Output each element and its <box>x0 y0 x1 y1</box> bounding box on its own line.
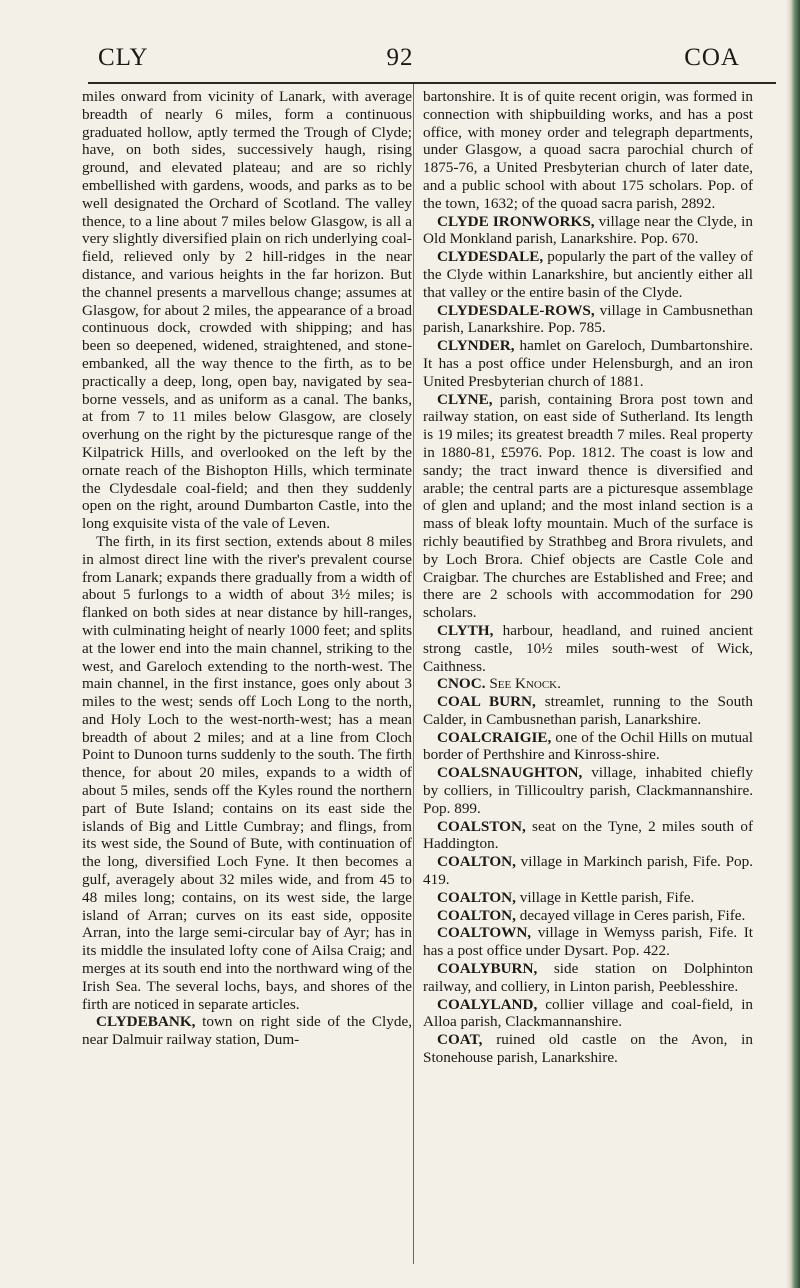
entry-headword: COALTOWN, <box>437 924 532 942</box>
entry-text: collier village and coal-field, in Alloa parish, Clackmannanshire. <box>423 995 754 1031</box>
entry-headword: COALTON, <box>437 853 516 871</box>
gazetteer-entry <box>423 337 753 390</box>
gazetteer-entry <box>423 248 753 301</box>
entry-text: hamlet on Gareloch, Dumbartonshire. It has a post office under Helensburgh, and an iron United Presbyterian church of 1881. <box>423 337 754 390</box>
entry-headword: COALYLAND, <box>437 995 538 1013</box>
entry-headword: CLYNE, <box>437 390 493 408</box>
entry-headword: CLYTH, <box>437 621 494 639</box>
entry-headword: COALSNAUGHTON, <box>437 764 583 782</box>
entry-text: town on right side of the Clyde, near Dalmuir railway station, Dum- <box>82 1013 412 1049</box>
entry-text: parish, containing Brora post town and railway station, on east side of Sutherland. Its length is 19 miles; its greatest breadth 7 miles. Real property in 1880-81, £5976. Pop. 1812. The coast is low and sandy; the tract inward thence is diversified and arable; the central parts are a picturesque assemblage of glen and upland; and the most inland section is a mass of bleak lofty mountain. Much of the surface is richly beautified by Strathbeg and Brora rivulets, and by Loch Brora. Chief objects are Castle Cole and Craigbar. The churches are Established and Free; and there are 2 schools with accommodation for 290 scholars. <box>423 390 753 622</box>
gazetteer-entry <box>423 818 753 854</box>
entry-text: village in Kettle parish, Fife. <box>519 888 695 906</box>
entry-text: village in Cambusnethan parish, Lanarkshire. Pop. 785. <box>423 301 753 337</box>
entry-headword: CLYNDER, <box>437 337 515 355</box>
gazetteer-entry <box>423 675 753 693</box>
entry-text: ruined old castle on the Avon, in Stonehouse parish, Lanarkshire. <box>423 1031 753 1067</box>
entry-text: side station on Dolphinton railway, and colliery, in Linton parish, Peeblesshire. <box>423 960 753 995</box>
gazetteer-entry <box>423 924 753 960</box>
gazetteer-entry <box>423 1031 753 1067</box>
header-rule <box>88 82 776 84</box>
entry-headword: CNOC. <box>437 675 486 693</box>
entry-text: village in Markinch parish, Fife. Pop. 419. <box>423 853 753 889</box>
entry-text: village in Wemyss parish, Fife. It has a post office under Dysart. Pop. 422. <box>423 924 754 960</box>
gazetteer-entry <box>423 996 753 1032</box>
entry-text: village near the Clyde, in Old Monkland parish, Lanarkshire. Pop. 670. <box>423 212 753 248</box>
entry-headword: COALTON, <box>437 906 516 924</box>
column-divider <box>413 84 414 1264</box>
entry-paragraph: bartonshire. It is of quite recent origin, was formed in connection with shipbuilding works, and has a post office, with money order and telegraph departments, under Glasgow, a quoad sacra parochial church of 1875-76, a United Presbyterian church of later date, and a public school with about 175 scholars. Pop. of the town, 1632; of the quoad sacra parish, 2892. <box>423 88 753 212</box>
entry-text: streamlet, running to the South Calder, in Cambusnethan parish, Lanarkshire. <box>423 693 753 728</box>
entry-headword: COAL BURN, <box>437 693 536 711</box>
entry-headword: COALTON, <box>437 888 516 906</box>
gazetteer-entry <box>423 302 753 338</box>
gazetteer-entry <box>423 213 753 249</box>
entry-headword: COALCRAIGIE, <box>437 728 552 746</box>
gazetteer-entry <box>423 391 753 622</box>
gazetteer-entry <box>423 729 753 765</box>
entry-text: See Knock. <box>489 675 561 693</box>
running-header <box>60 44 740 74</box>
right-column <box>423 88 753 1067</box>
entry-paragraph: The firth, in its first section, extends about 8 miles in almost direct line with the river's prevalent course from Lanark; expands there gradually from a width of about 5 furlongs to a width of about 3½ miles; is flanked on both sides at near distance by hill-ranges, with culminating height of nearly 1000 feet; and splits at the lower end into the main channel, striking to the west, and Gareloch extending to the north-west. The main channel, in the first instance, goes only about 3 miles to the west; sends off Loch Long to the north, and Holy Loch to the west-north-west; has a mean breadth of about 2 miles; and at a line from Cloch Point to Dunoon turns suddenly to the south. The firth thence, for about 20 miles, expands to a width of about 5 miles, sends off the Kyles round the northern part of Bute Island; contains on its east side the islands of Big and Little Cumbray; and flings, from its west side, the Sound of Bute, with continuation of the long, diversified Loch Fyne. It then becomes a gulf, averagely about 32 miles wide, and from 45 to 48 miles long; contains, on its west side, the large island of Arran; curves on its east side, opposite Arran, into the large semi-circular bay of Ayr; has in its middle the insulated lofty cone of Ailsa Craig; and merges at its south end into the northward wing of the Irish Sea. The several lochs, bays, and shores of the firth are noticed in separate articles. <box>82 532 412 1013</box>
gazetteer-entry <box>423 622 753 675</box>
entry-headword: COALSTON, <box>437 817 526 835</box>
gazetteer-entry <box>423 853 753 889</box>
entry-text: decayed village in Ceres parish, Fife. <box>519 906 746 924</box>
entry-headword: COAT, <box>437 1031 483 1049</box>
entry-paragraph: miles onward from vicinity of Lanark, with average breadth of nearly 6 miles, form a continuous graduated hollow, aptly termed the Trough of Clyde; have, on both sides, successively haugh, rising ground, and elevated plateau; and are so richly embellished with gardens, woods, and parks as to be well designated the Orchard of Scotland. The valley thence, to a line about 7 miles below Glasgow, is all a very slightly diversified plain on rich underlying coal-field, relieved only by 2 hill-ridges in the near distance, and various heights in the far horizon. But the channel presents a marvellous change; assumes at Glasgow, for about 2 miles, the appearance of a broad continuous dock, crowded with shipping; and has been so deepened, widened, straightened, and stone-embanked, all the way thence to the firth, as to be practically a deep, long, open bay, navigated by sea-borne vessels, and as uniform as a canal. The banks, at from 7 to 11 miles below Glasgow, are closely overhung on the right by the picturesque range of the Kilpatrick Hills, and overlooked on the left by the ornate reach of the Bishopton Hills, which terminate the Clydesdale coal-field; and then they suddenly open on the right, around Dumbarton Castle, into the long exquisite vista of the vale of Leven. <box>82 88 412 533</box>
entry-headword: CLYDE IRONWORKS, <box>437 212 595 230</box>
gazetteer-entry <box>82 1013 412 1049</box>
header-right-guideword: COA <box>684 44 740 71</box>
page-number: 92 <box>386 44 414 71</box>
gazetteer-entry <box>423 907 753 925</box>
gazetteer-entry <box>423 693 753 729</box>
entry-text: village, inhabited chiefly by colliers, in Tillicoultry parish, Clackmannanshire. Pop. 899. <box>423 764 753 817</box>
entry-text: one of the Ochil Hills on mutual border of Perthshire and Kinross-shire. <box>423 728 754 764</box>
gazetteer-entry <box>423 764 753 817</box>
gazetteer-entry <box>423 889 753 907</box>
entry-text: popularly the part of the valley of the Clyde within Lanarkshire, but anciently either all that valley or the entire basin of the Clyde. <box>423 248 753 301</box>
entry-text: harbour, headland, and ruined ancient strong castle, 10½ miles south-west of Wick, Caithness. <box>423 621 753 675</box>
gazetteer-entry <box>423 960 753 996</box>
entry-headword: CLYDESDALE, <box>437 248 544 266</box>
page-edge-shadow <box>786 0 800 1288</box>
entry-headword: COALYBURN, <box>437 960 538 978</box>
header-left-guideword: CLY <box>98 44 149 71</box>
entry-headword: CLYDESDALE-ROWS, <box>437 301 595 319</box>
entry-headword: CLYDEBANK, <box>96 1013 196 1031</box>
entry-text: seat on the Tyne, 2 miles south of Haddington. <box>423 817 754 853</box>
left-column <box>82 88 412 1049</box>
